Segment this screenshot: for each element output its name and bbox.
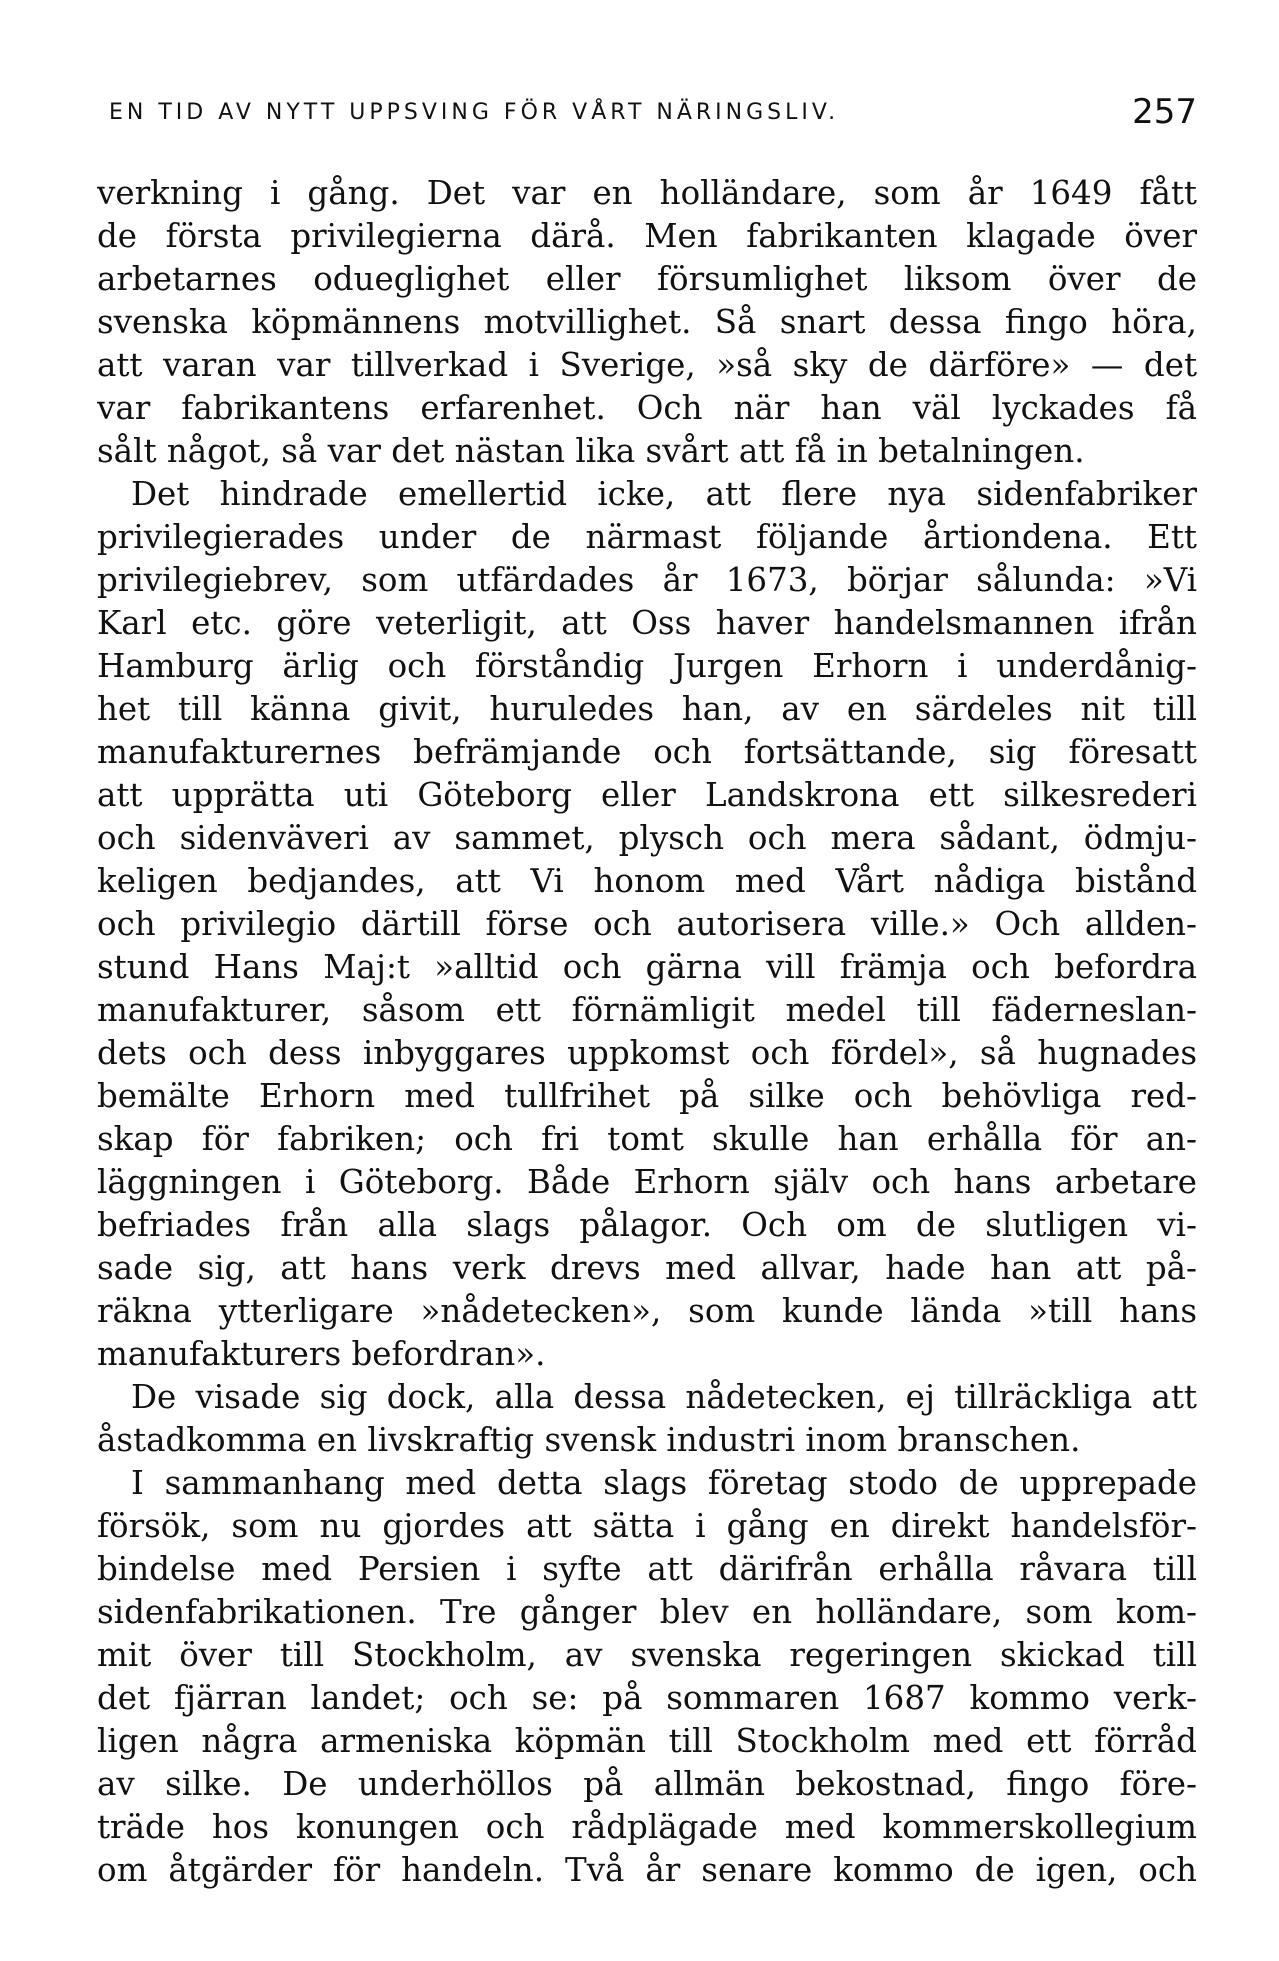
text-line: de första privilegierna därå. Men fabrikanten klagade över [97, 217, 1197, 255]
text-line: sade sig, att hans verk drevs med allvar, hade han att på- [97, 1249, 1197, 1287]
text-line: manufakturers befordran». [97, 1335, 546, 1373]
text-line: bindelse med Persien i syfte att därifrån erhålla råvara till [97, 1550, 1197, 1588]
text-line: var fabrikantens erfarenhet. Och när han väl lyckades få [97, 389, 1197, 427]
text-line: Det hindrade emellertid icke, att flere nya sidenfabriker [131, 475, 1197, 513]
text-line: sidenfabrikationen. Tre gånger blev en holländare, som kom- [97, 1593, 1197, 1631]
text-line: verkning i gång. Det var en holländare, som år 1649 fått [97, 174, 1197, 212]
text-line: att varan var tillverkad i Sverige, »så sky de därföre» — det [97, 346, 1197, 384]
text-line: skap för fabriken; och fri tomt skulle han erhålla för an- [97, 1120, 1197, 1158]
body-text [97, 172, 1197, 1892]
text-line: bemälte Erhorn med tullfrihet på silke och behövliga red- [97, 1077, 1197, 1115]
text-line: befriades från alla slags pålagor. Och om de slutligen vi- [97, 1206, 1197, 1244]
paragraph [97, 1462, 1197, 1892]
text-line: Karl etc. göre veterligit, att Oss haver handelsmannen ifrån [97, 604, 1197, 642]
text-line: I sammanhang med detta slags företag stodo de upprepade [131, 1464, 1197, 1502]
text-line: het till känna givit, huruledes han, av en särdeles nit till [97, 690, 1197, 728]
text-line: och privilegio därtill förse och autorisera ville.» Och allden- [97, 905, 1197, 943]
text-line: manufakturernes befrämjande och fortsättande, sig föresatt [97, 733, 1197, 771]
running-head [97, 88, 1197, 142]
book-page [97, 88, 1197, 1892]
text-line: dets och dess inbyggares uppkomst och fördel», så hugnades [97, 1034, 1197, 1072]
text-line: mit över till Stockholm, av svenska regeringen skickad till [97, 1636, 1197, 1674]
text-line: arbetarnes odueglighet eller försumlighet liksom över de [97, 260, 1197, 298]
text-line: räkna ytterligare »nådetecken», som kunde lända »till hans [97, 1292, 1197, 1330]
text-line: privilegierades under de närmast följande årtiondena. Ett [97, 518, 1197, 556]
text-line: stund Hans Maj:t »alltid och gärna vill främja och befordra [97, 948, 1197, 986]
text-line: att upprätta uti Göteborg eller Landskrona ett silkesrederi [97, 776, 1197, 814]
text-line: åstadkomma en livskraftig svensk industri inom branschen. [97, 1421, 1081, 1459]
text-line: sålt något, så var det nästan lika svårt att få in betalningen. [97, 432, 1085, 470]
paragraph [97, 172, 1197, 473]
text-line: svenska köpmännens motvillighet. Så snart dessa fingo höra, [97, 303, 1197, 341]
text-line: privilegiebrev, som utfärdades år 1673, börjar sålunda: »Vi [97, 561, 1197, 599]
running-title: EN TID AV NYTT UPPSVING FÖR VÅRT NÄRINGSLIV. [109, 100, 840, 125]
text-line: ligen några armeniska köpmän till Stockholm med ett förråd [97, 1722, 1197, 1760]
text-line: läggningen i Göteborg. Både Erhorn själv och hans arbetare [97, 1163, 1197, 1201]
text-line: träde hos konungen och rådplägade med kommerskollegium [97, 1808, 1197, 1846]
text-line: försök, som nu gjordes att sätta i gång en direkt handelsför- [97, 1507, 1197, 1545]
text-line: manufakturer, såsom ett förnämligit medel till fäderneslan- [97, 991, 1197, 1029]
paragraph [97, 473, 1197, 1376]
text-line: Hamburg ärlig och förståndig Jurgen Erhorn i underdånig- [97, 647, 1197, 685]
text-line: De visade sig dock, alla dessa nådetecken, ej tillräckliga att [131, 1378, 1197, 1416]
text-line: och sidenväveri av sammet, plysch och mera sådant, ödmju- [97, 819, 1197, 857]
text-line: det fjärran landet; och se: på sommaren 1687 kommo verk- [97, 1679, 1197, 1717]
text-line: om åtgärder för handeln. Två år senare kommo de igen, och [97, 1851, 1197, 1889]
text-line: av silke. De underhöllos på allmän bekostnad, fingo före- [97, 1765, 1197, 1803]
text-line: keligen bedjandes, att Vi honom med Vårt nådiga bistånd [97, 862, 1197, 900]
paragraph [97, 1376, 1197, 1462]
page-number: 257 [1132, 92, 1197, 132]
